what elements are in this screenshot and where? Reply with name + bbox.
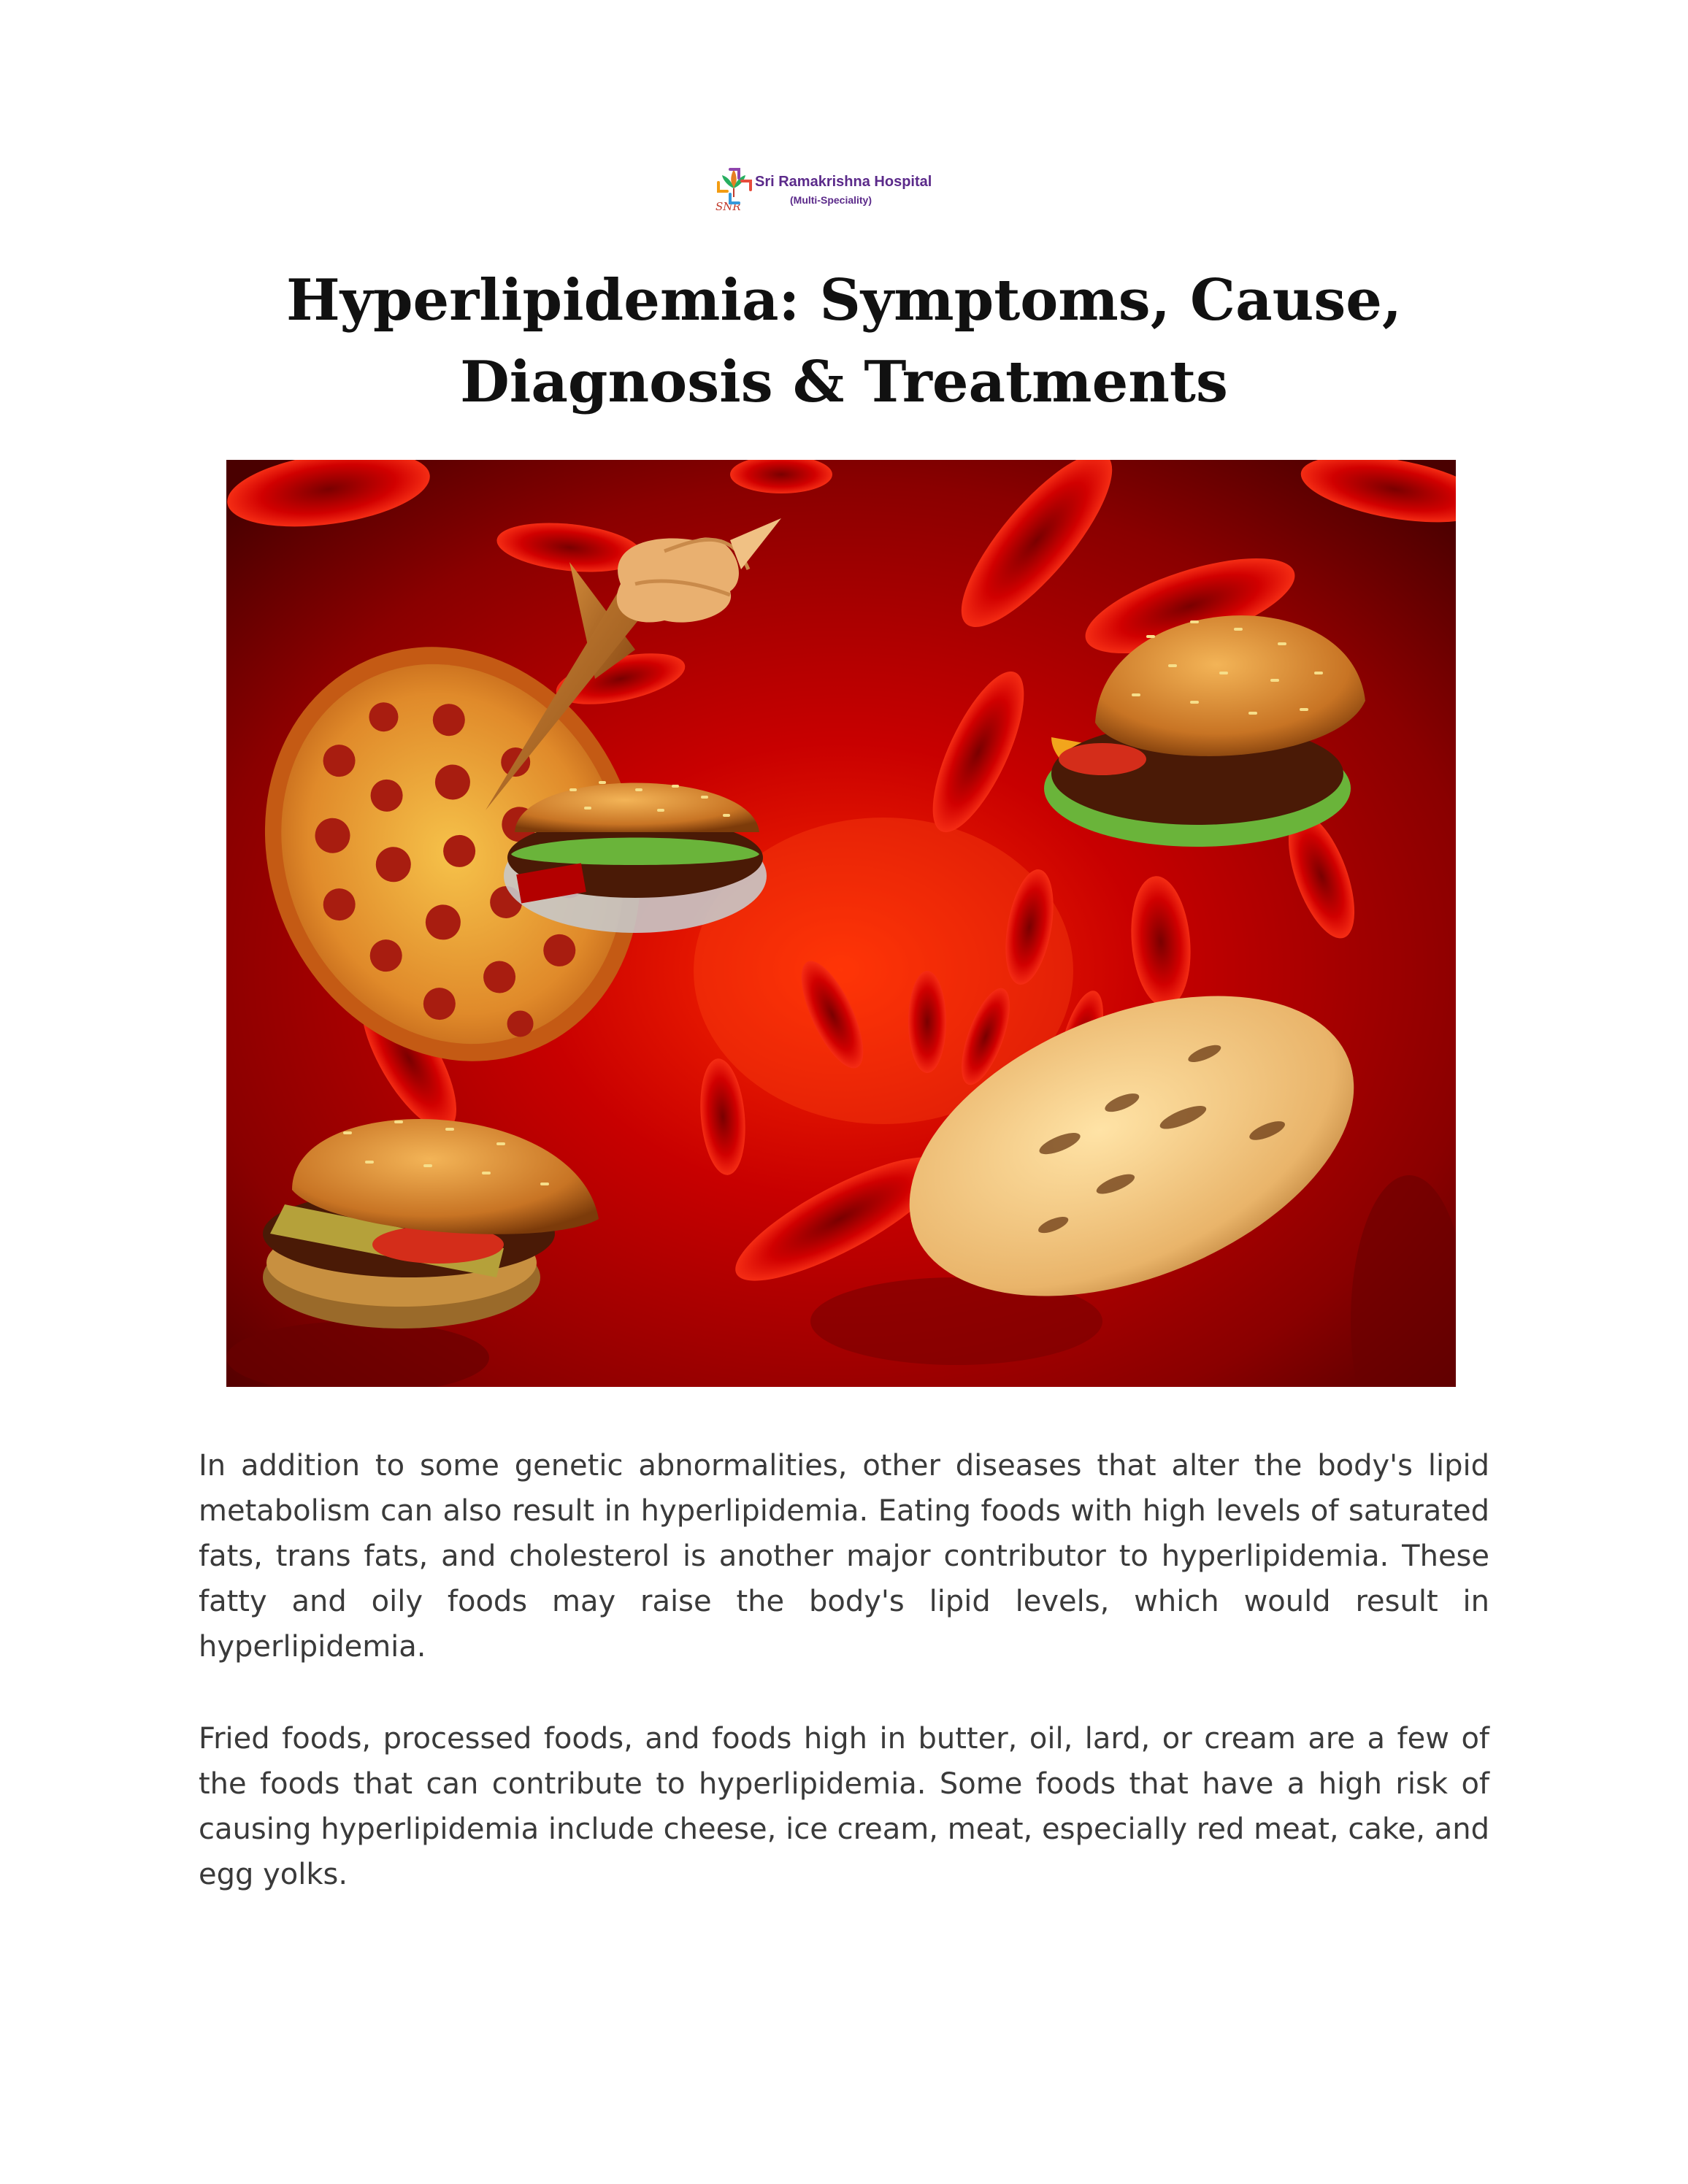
logo-abbreviation: SNR: [716, 200, 741, 213]
paragraph-causes: In addition to some genetic abnormalities, other diseases that alter the body's lipid metabolism can also result in hyperlipidemia. Eating foods with high levels of saturated fats, trans fats, and cholesterol is another major contributor to hyperlipidemia. These fatty and oily foods may raise the body's lipid levels, which would result in hyperlipidemia.: [199, 1449, 1489, 1664]
burger-illustration-middle: [504, 781, 767, 933]
paragraph-foods: Fried foods, processed foods, and foods high in butter, oil, lard, or cream are a few of the foods that can contribute to hyperlipidemia. Some foods that have a high risk of causing hyperlipidemia include cheese, ice cream, meat, especially red meat, cake, and egg yolks.: [199, 1722, 1489, 1891]
hospital-logo[interactable]: [716, 166, 956, 213]
medical-cross-icon: [716, 166, 753, 206]
logo-hospital-name: Sri Ramakrishna Hospital: [755, 174, 932, 190]
logo-tagline: (Multi-Speciality): [790, 194, 872, 206]
hero-illustration: [226, 460, 1456, 1387]
page-title: Hyperlipidemia: Symptoms, Cause, Diagnosis & Treatments: [285, 267, 1403, 415]
